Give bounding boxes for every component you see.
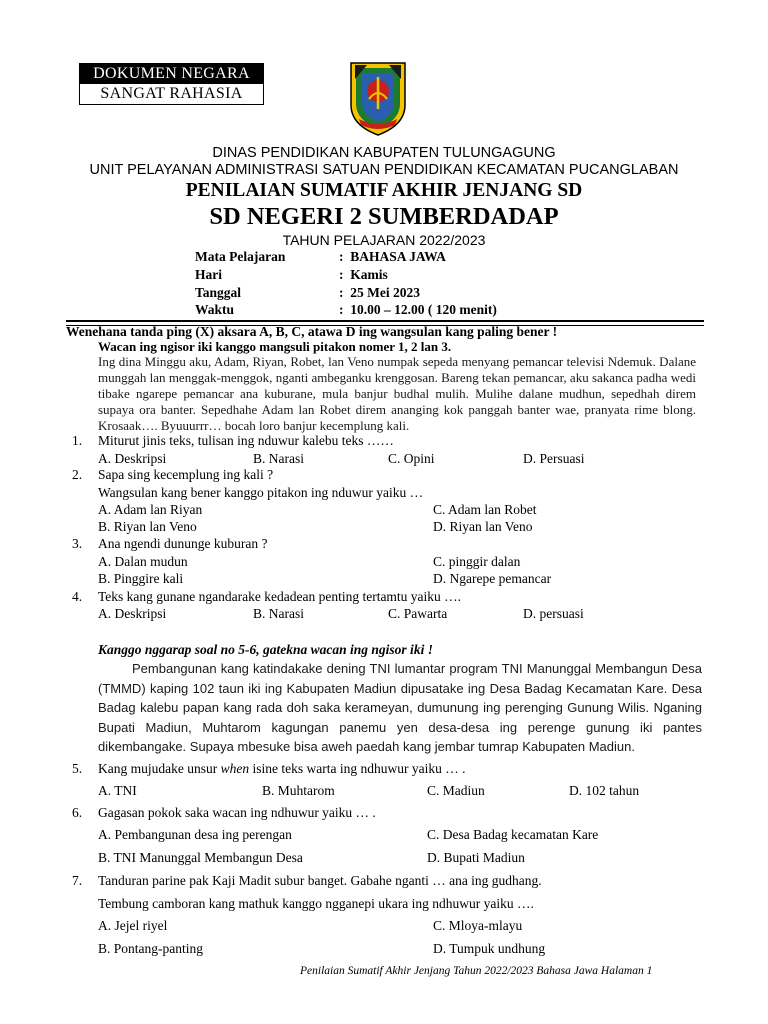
q7-option-d[interactable]: D. Tumpuk undhung: [433, 941, 546, 956]
page-footer: Penilaian Sumatif Akhir Jenjang Tahun 2022/2023 Bahasa Jawa Halaman 1: [300, 965, 653, 977]
q5-option-c[interactable]: C. Madiun: [427, 783, 485, 798]
q4-number: 4.: [72, 589, 83, 604]
upt-heading: UNIT PELAYANAN ADMINISTRASI SATUAN PENDIDIKAN KECAMATAN PUCANGLABAN: [89, 162, 679, 178]
info-label-tanggal: Tanggal: [195, 285, 242, 300]
q3-option-d[interactable]: D. Ngarepe pemancar: [433, 571, 552, 586]
q5-text: Kang mujudake unsur when isine teks warta ing ndhuwur yaiku … .: [98, 761, 466, 776]
tahun-pelajaran: TAHUN PELAJARAN 2022/2023: [282, 232, 486, 248]
q7-text: Tanduran parine pak Kaji Madit subur banget. Gabahe nganti … ana ing gudhang.: [98, 873, 542, 888]
q7-option-b[interactable]: B. Pontang-panting: [98, 941, 203, 956]
q5-number: 5.: [72, 761, 83, 776]
q4-option-c[interactable]: C. Pawarta: [388, 606, 448, 621]
info-value-hari: : Kamis: [339, 267, 388, 282]
q6-option-c[interactable]: C. Desa Badag kecamatan Kare: [427, 827, 599, 842]
q5-option-b[interactable]: B. Muhtarom: [262, 783, 335, 798]
q7-number: 7.: [72, 873, 83, 888]
q4-option-d[interactable]: D. persuasi: [523, 606, 584, 621]
q1-option-d[interactable]: D. Persuasi: [523, 451, 585, 466]
q1-text: Miturut jinis teks, tulisan ing nduwur kalebu teks ……: [98, 433, 394, 448]
q7-text2: Tembung camboran kang mathuk kanggo ngganepi ukara ing ndhuwur yaiku ….: [98, 896, 534, 911]
q3-option-b[interactable]: B. Pinggire kali: [98, 571, 184, 586]
q1-option-c[interactable]: C. Opini: [388, 451, 435, 466]
q2-option-a[interactable]: A. Adam lan Riyan: [98, 502, 203, 517]
q2-text: Sapa sing kecemplung ing kali ?: [98, 467, 274, 482]
q3-option-a[interactable]: A. Dalan mudun: [98, 554, 188, 569]
tulungagung-emblem-icon: [347, 59, 409, 137]
q6-option-b[interactable]: B. TNI Manunggal Membangun Desa: [98, 850, 303, 865]
info-label-waktu: Waktu: [195, 302, 235, 317]
q6-text: Gagasan pokok saka wacan ing ndhuwur yaiku … .: [98, 805, 376, 820]
school-name: SD NEGERI 2 SUMBERDADAP: [209, 203, 559, 230]
q4-option-b[interactable]: B. Narasi: [253, 606, 304, 621]
wacan1-title: Wacan ing ngisor iki kanggo mangsuli pitakon nomer 1, 2 lan 3.: [98, 339, 452, 354]
q7-option-a[interactable]: A. Jejel riyel: [98, 918, 168, 933]
q3-text: Ana ngendi dununge kuburan ?: [98, 536, 268, 551]
q5-option-d[interactable]: D. 102 tahun: [569, 783, 640, 798]
q7-option-c[interactable]: C. Mloya-mlayu: [433, 918, 523, 933]
info-label-mapel: Mata Pelajaran: [195, 249, 286, 264]
q2-option-d[interactable]: D. Riyan lan Veno: [433, 519, 533, 534]
penilaian-heading: PENILAIAN SUMATIF AKHIR JENJANG SD: [185, 180, 583, 201]
section2-instruction: Kanggo nggarap soal no 5-6, gatekna wacan ing ngisor iki !: [98, 642, 433, 657]
dokumen-negara-label: DOKUMEN NEGARA: [79, 63, 264, 84]
info-label-hari: Hari: [195, 267, 222, 282]
q5-option-a[interactable]: A. TNI: [98, 783, 137, 798]
q3-number: 3.: [72, 536, 83, 551]
q6-number: 6.: [72, 805, 83, 820]
q2-number: 2.: [72, 467, 83, 482]
q1-option-a[interactable]: A. Deskripsi: [98, 451, 167, 466]
dinas-heading: DINAS PENDIDIKAN KABUPATEN TULUNGAGUNG: [212, 145, 556, 161]
q2-option-b[interactable]: B. Riyan lan Veno: [98, 519, 197, 534]
q2-option-c[interactable]: C. Adam lan Robet: [433, 502, 537, 517]
wacan2-text: Pembangunan kang katindakake dening TNI lumantar program TNI Manunggal Membangun Desa (TMMD) kaping 102 taun iki ing Kabupaten Madiun dipusatake ing Desa Badag Kecamatan Kare. Desa Badag kalebu papan kang rada doh saka kerameyan, dumunung ing perenging Gunung Wilis. Nganing Bupati Madiun, Muhtarom kagungan panemu yen desa-desa ing perenge gunung iki pantes dikembangake. Supaya mbesuke bisa aweh paedah kang jembar tumrap Kabupaten Madiun.: [98, 661, 702, 754]
q1-number: 1.: [72, 433, 83, 448]
q4-text: Teks kang gunane ngandarake kedadean penting tertamtu yaiku ….: [98, 589, 462, 604]
q2-text2: Wangsulan kang bener kanggo pitakon ing nduwur yaiku …: [98, 485, 424, 500]
instruction: Wenehana tanda ping (X) aksara A, B, C, atawa D ing wangsulan kang paling bener !: [66, 324, 558, 339]
q4-option-a[interactable]: A. Deskripsi: [98, 606, 167, 621]
sangat-rahasia-label: SANGAT RAHASIA: [79, 84, 264, 105]
q3-option-c[interactable]: C. pinggir dalan: [433, 554, 521, 569]
info-value-mapel: : BAHASA JAWA: [339, 249, 446, 264]
wacan1-text: Ing dina Minggu aku, Adam, Riyan, Robet, lan Veno numpak sepeda menyang pemancar televisi Ndemuk. Dalane munggah lan menggak-menggok, nganti ambeganku krenggosan. Bareng tekan pemancar, aku sakanca padha wedi tibake ngarepe pemancar ana kuburane, mula banjur budhal mulih. Mulihe dalane mudhun, sepedhah direm supaya ora banter. Sepedhahe Adam lan Robet direm ananging kok panggah banter wae, pranyata rime blong. Krosaak…. Byuuurrr… bocah loro banjur kecemplung kali.: [98, 354, 696, 434]
info-value-tanggal: : 25 Mei 2023: [339, 285, 420, 300]
q1-option-b[interactable]: B. Narasi: [253, 451, 304, 466]
q6-option-a[interactable]: A. Pembangunan desa ing perengan: [98, 827, 292, 842]
info-value-waktu: : 10.00 – 12.00 ( 120 menit): [339, 302, 497, 317]
q6-option-d[interactable]: D. Bupati Madiun: [427, 850, 525, 865]
header-divider-thick: [66, 320, 704, 322]
